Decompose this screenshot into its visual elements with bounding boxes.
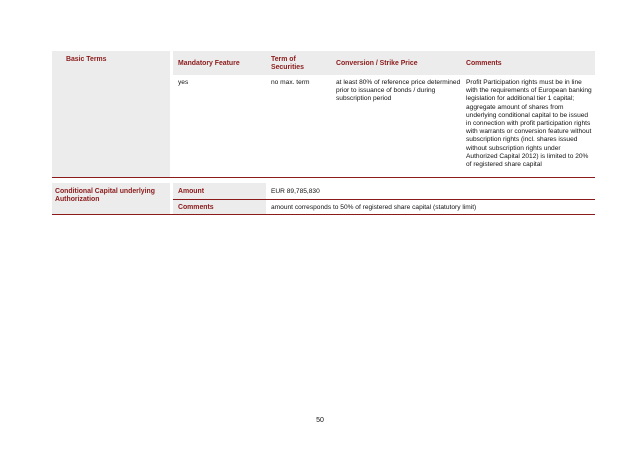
amount-label: Amount <box>178 188 205 195</box>
basic-terms-label-cell <box>52 51 170 177</box>
comments-value: amount corresponds to 50% of registered share capital (statutory limit) <box>271 204 477 211</box>
section-divider <box>52 177 595 178</box>
cell-term-of-securities: no max. term <box>271 79 310 86</box>
conditional-capital-section-label: Conditional Capital underlying Authorization <box>55 188 155 203</box>
header-comments: Comments <box>466 60 502 67</box>
cell-conversion-strike-price: at least 80% of reference price determined prior to issuance of bonds / during subscription period <box>336 79 461 103</box>
header-term-of-securities: Term of Securities <box>271 56 304 71</box>
header-conversion-strike-price: Conversion / Strike Price <box>336 60 418 67</box>
comments-label: Comments <box>178 204 214 211</box>
page-number: 50 <box>316 417 324 424</box>
basic-terms-section-label: Basic Terms <box>66 56 107 63</box>
header-mandatory-feature: Mandatory Feature <box>178 60 240 67</box>
section-divider <box>52 214 595 215</box>
cell-comments: Profit Participation rights must be in line with the requirements of European banking legislation for additional tier 1 capital; aggregate amount of shares from underlying conditional capital to be issued in connection with profit participation rights with warrants or conversion feature without subscription rights (incl. shares issued without subscription rights under Authorized Capital 2012) is limited to 20% of registered share capital <box>466 79 592 169</box>
row-divider <box>173 199 595 200</box>
cell-mandatory-feature: yes <box>178 79 189 86</box>
amount-value: EUR 89,785,830 <box>271 188 320 195</box>
